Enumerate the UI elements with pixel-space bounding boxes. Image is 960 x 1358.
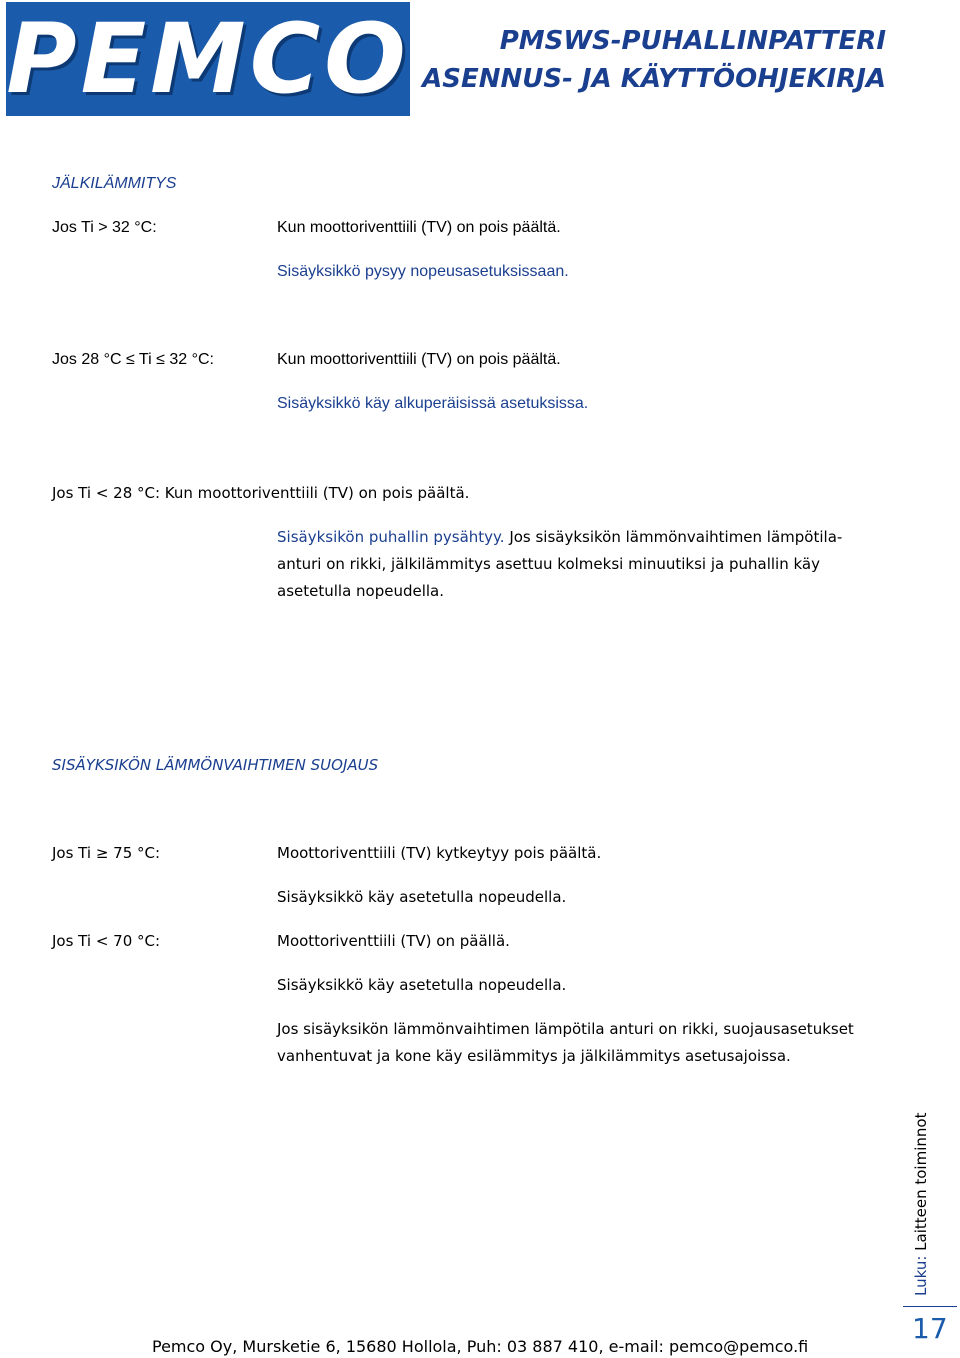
- page-number: 17: [912, 1312, 948, 1345]
- condition-paragraph: [277, 524, 862, 605]
- condition-text-highlight: Sisäyksikön puhallin pysähtyy.: [277, 528, 505, 546]
- condition-label: Jos Ti > 32 °C:: [52, 219, 157, 236]
- condition-label: Jos Ti ≥ 75 °C:: [52, 844, 161, 862]
- section-heading-jalkilammitys: JÄLKILÄMMITYS: [52, 175, 177, 192]
- condition-text: Kun moottoriventtiili (TV) on pois päältä.: [277, 351, 561, 368]
- condition-label: Jos Ti < 70 °C:: [52, 932, 161, 950]
- sidebar-divider: [903, 1306, 957, 1307]
- note-paragraph: Jos sisäyksikön lämmönvaihtimen lämpötila anturi on rikki, suojausasetukset vanhentuvat ja kone käy esilämmitys ja jälkilämmitys asetusajoissa.: [277, 1020, 854, 1065]
- condition-text: Sisäyksikkö pysyy nopeusasetuksissaan.: [277, 263, 569, 280]
- chapter-label-prefix: Luku:: [912, 1255, 930, 1296]
- condition-label: Jos Ti < 28 °C: Kun moottoriventtiili (TV) on pois päältä.: [52, 484, 470, 502]
- condition-label: Jos 28 °C ≤ Ti ≤ 32 °C:: [52, 351, 214, 368]
- document-title-line1: PMSWS-PUHALLINPATTERI: [499, 26, 886, 56]
- document-title-line2: ASENNUS- JA KÄYTTÖOHJEKIRJA: [422, 64, 886, 94]
- condition-text: Sisäyksikkö käy asetetulla nopeudella.: [277, 888, 567, 906]
- condition-text: Moottoriventtiili (TV) on päällä.: [277, 932, 510, 950]
- footer-contact: Pemco Oy, Mursketie 6, 15680 Hollola, Puh: 03 887 410, e-mail: pemco@pemco.fi: [152, 1337, 809, 1356]
- chapter-label-text: Laitteen toiminnot: [912, 1112, 930, 1256]
- logo-text: PEMCO: [6, 3, 410, 115]
- condition-text: Sisäyksikkö käy alkuperäisissä asetuksissa.: [277, 395, 589, 412]
- condition-text: Jos sisäyksikön lämmönvaihtimen lämpötila-anturi on rikki, jälkilämmitys asettuu kolmeksi minuutiksi ja puhallin käy asetetulla nopeudella.: [277, 528, 843, 600]
- condition-text: Moottoriventtiili (TV) kytkeytyy pois päältä.: [277, 844, 602, 862]
- pemco-logo: [6, 2, 410, 116]
- section-heading-suojaus: SISÄYKSIKÖN LÄMMÖNVAIHTIMEN SUOJAUS: [52, 756, 379, 774]
- condition-text: Kun moottoriventtiili (TV) on pois päältä.: [277, 219, 561, 236]
- chapter-label: [912, 1113, 930, 1296]
- condition-text: Sisäyksikkö käy asetetulla nopeudella.: [277, 976, 567, 994]
